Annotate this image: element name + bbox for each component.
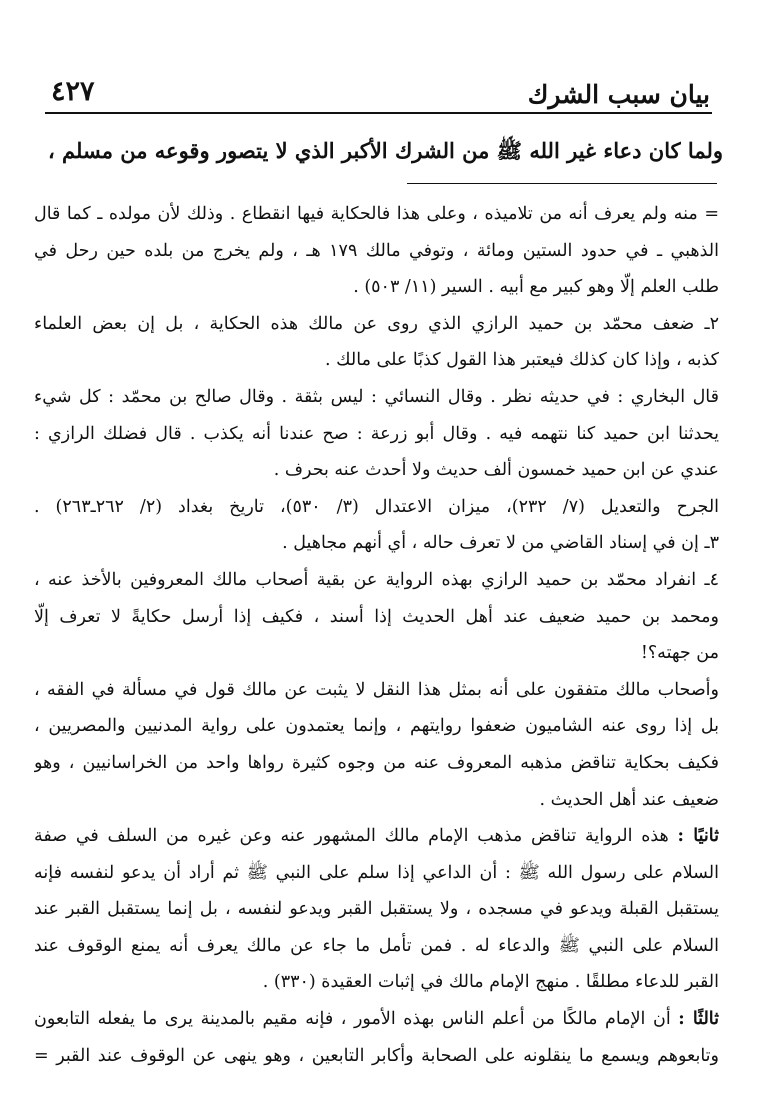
footnote-line: [34, 269, 719, 306]
footnote-line: [34, 416, 719, 453]
footnote-line: [34, 489, 719, 526]
footnote-text: ومحمد بن حميد ضعيف عند أهل الحديث إذا أسند ، فكيف إذا أرسل حكايةً لا تعرف إلّا: [34, 606, 719, 627]
footnote-text: = منه ولم يعرف أنه من تلاميذه ، وعلى هذا فالحكاية فيها انقطاع . وذلك لأن مولده ـ كما قال: [34, 204, 719, 224]
footnote-line: [34, 306, 719, 343]
footnote-line: [34, 818, 719, 855]
footnote-text: هذه الرواية تناقض مذهب الإمام مالك المشهور عنه وعن غيره من السلف في صفة: [34, 826, 669, 847]
footnote-line: [34, 562, 719, 599]
footnote-line: [34, 1038, 719, 1075]
main-text: ولما كان دعاء غير الله ﷺ من الشرك الأكبر الذي لا يتصور وقوعه من مسلم ،: [47, 138, 723, 163]
footnote-line: [34, 1001, 719, 1038]
page-header: [45, 66, 712, 114]
footnote-line: [34, 745, 719, 782]
footnote-text: يستقبل القبلة ويدعو في مسجده ، ولا يستقبل القبر ويدعو لنفسه ، بل إنما يستقبل القبر عند: [34, 899, 719, 920]
footnote-text: يحدثنا ابن حميد كنا نتهمه فيه . وقال أبو زرعة : صح عندنا أنه يكذب . قال فضلك الرازي :: [34, 423, 719, 444]
footnote-text: ٣ـ إن في إسناد القاضي من لا تعرف حاله ، أي أنهم مجاهيل .: [282, 533, 719, 554]
footnote-line: [34, 928, 719, 965]
footnote-text: أن الإمام مالكًا من أعلم الناس بهذه الأمور ، فإنه مقيم بالمدينة يرى ما يفعله التابعون: [34, 1009, 671, 1030]
footnote-line: [34, 635, 719, 672]
footnote-line: [34, 708, 719, 745]
footnote-text: الذهبي ـ في حدود الستين ومائة ، وتوفي مالك ١٧٩ هـ ، ولم يخرج من بلده حين رحل في: [34, 240, 719, 261]
footnote-line: [34, 342, 719, 379]
footnotes: [34, 196, 719, 1074]
chapter-title: بيان سبب الشرك: [527, 80, 710, 109]
footnote-separator: [407, 183, 717, 184]
footnote-line: [34, 855, 719, 892]
footnote-line: [34, 782, 719, 819]
footnote-line: [34, 379, 719, 416]
footnote-label: ثالثًا :: [678, 1009, 719, 1030]
footnote-text: وأصحاب مالك متفقون على أنه بمثل هذا النقل لا يثبت عن مالك قول في مسألة في الفقه ،: [34, 679, 719, 700]
footnote-line: [34, 599, 719, 636]
footnote-text: طلب العلم إلّا وهو كبير مع أبيه . السير (١١/ ٥٠٣) .: [353, 277, 719, 298]
footnote-text: كذبه ، وإذا كان كذلك فيعتبر هذا القول كذبًا على مالك .: [325, 350, 719, 371]
footnote-line: [34, 891, 719, 928]
footnote-line: [34, 233, 719, 270]
footnote-line: [34, 452, 719, 489]
footnote-label: ثانيًا :: [677, 826, 719, 847]
page-number: ٤٢٧: [51, 76, 95, 107]
footnote-text: عندي عن ابن حميد خمسون ألف حديث ولا أحدث عنه بحرف .: [273, 460, 719, 481]
footnote-text: السلام على رسول الله ﷺ : أن الداعي إذا سلم على النبي ﷺ ثم أراد أن يدعو لنفسه فإنه: [34, 862, 719, 883]
footnote-text: الجرح والتعديل (٧/ ٢٣٢)، ميزان الاعتدال (٣/ ٥٣٠)، تاريخ بغداد (٢/ ٢٦٢ـ٢٦٣) .: [34, 496, 719, 517]
footnote-text: من جهته؟!: [640, 643, 719, 664]
footnote-text: بل إذا روى عنه الشاميون ضعفوا روايتهم ، وإنما يعتمدون على رواية المدنيين والمصريين ،: [34, 716, 719, 737]
footnote-text: ضعيف عند أهل الحديث .: [539, 789, 719, 810]
footnote-line: [34, 196, 719, 233]
footnote-text: قال البخاري : في حديثه نظر . وقال النسائي : ليس بثقة . وقال صالح بن محمّد : كل شيء: [34, 386, 719, 407]
footnote-line: [34, 964, 719, 1001]
footnote-text: فكيف بحكاية تناقض مذهبه المعروف عنه من وجوه كثيرة رواها واحد من الخراسانيين ، وهو: [34, 752, 719, 773]
footnote-text: وتابعوهم ويسمع ما ينقلونه على الصحابة وأكابر التابعين ، وهو ينهى عن الوقوف عند القبر =: [34, 1045, 719, 1066]
footnote-line: [34, 525, 719, 562]
footnote-text: ٤ـ انفراد محمّد بن حميد الرازي بهذه الرواية عن بقية أصحاب مالك المعروفين بالأخذ عنه ،: [34, 569, 719, 590]
footnote-text: السلام على النبي ﷺ والدعاء له . فمن تأمل ما جاء عن مالك يعرف أنه يمنع الوقوف عند: [34, 935, 719, 956]
footnote-text: القبر للدعاء مطلقًا . منهج الإمام مالك في إثبات العقيدة (٣٣٠) .: [262, 972, 719, 993]
footnote-text: ٢ـ ضعف محمّد بن حميد الرازي الذي روى عن مالك هذه الحكاية ، بل إن بعض العلماء: [34, 313, 719, 334]
footnote-line: [34, 672, 719, 709]
